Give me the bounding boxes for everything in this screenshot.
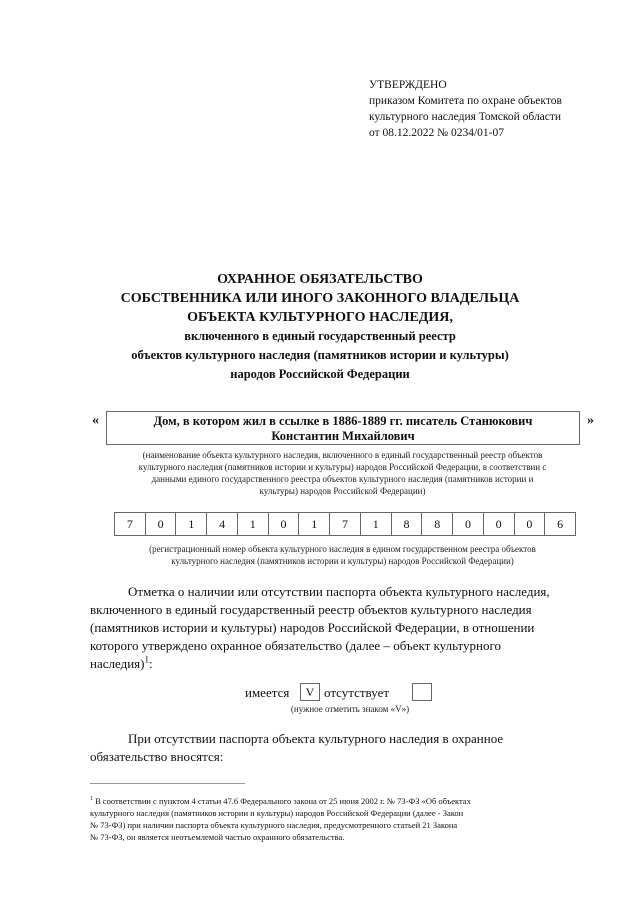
title-line: объектов культурного наследия (памятников истории и культуры) xyxy=(131,348,509,362)
reg-digit: 0 xyxy=(484,512,515,536)
reg-digit: 7 xyxy=(330,512,361,536)
footnote-mark: 1 xyxy=(90,796,93,803)
reg-digit: 8 xyxy=(422,512,453,536)
object-name-line: Константин Михайлович xyxy=(271,429,415,443)
title-line: включенного в единый государственный реестр xyxy=(184,329,456,343)
absent-passport-checkbox[interactable] xyxy=(412,683,432,701)
reg-digit: 1 xyxy=(361,512,392,536)
title-line: ОХРАННОЕ ОБЯЗАТЕЛЬСТВО xyxy=(217,272,423,287)
approval-heading: УТВЕРЖДЕНО xyxy=(369,79,447,91)
object-name-box xyxy=(106,411,580,445)
document-title xyxy=(70,270,570,384)
reg-digit: 1 xyxy=(238,512,269,536)
approval-line: приказом Комитета по охране объектов xyxy=(369,95,562,107)
footnote-ref[interactable]: 1 xyxy=(144,654,150,665)
reg-digit: 0 xyxy=(515,512,546,536)
reg-digit: 8 xyxy=(392,512,423,536)
footnote-separator xyxy=(90,783,245,784)
title-line: ОБЪЕКТА КУЛЬТУРНОГО НАСЛЕДИЯ, xyxy=(187,310,453,325)
approval-date-number: от 08.12.2022 № 0234/01-07 xyxy=(369,127,504,139)
approval-line: культурного наследия Томской области xyxy=(369,111,562,123)
absent-passport-label: отсутствует xyxy=(324,685,390,700)
reg-digit: 0 xyxy=(453,512,484,536)
reg-digit: 7 xyxy=(114,512,146,536)
object-name-line: Дом, в котором жил в ссылке в 1886-1889 гг. писатель Станюкович xyxy=(153,414,533,428)
close-quote: » xyxy=(587,413,594,428)
reg-digit: 1 xyxy=(176,512,207,536)
footnote: $^1$ В соответствии с пунктом 4 статьи 47.6 Федерального закона от 25 июня 2002 г. № 73-ФЗ «Об объектах культурного наследия (памятников истории и культуры) народов Российской Федерации (далее - Закон № 73-ФЗ) при наличии паспорта объекта культурного наследия, предусмотренного статьей 21 Закона № 73-ФЗ, он является неотъемлемой частью охранного обязательства. xyxy=(90,796,471,842)
registration-number xyxy=(114,512,576,536)
reg-digit: 6 xyxy=(545,512,576,536)
open-quote: « xyxy=(92,413,99,428)
reg-digit: 0 xyxy=(146,512,177,536)
absence-paragraph: При отсутствии паспорта объекта культурного наследия в охранное обязательство вносятся: xyxy=(90,731,504,764)
reg-digit: 0 xyxy=(269,512,300,536)
approval-block xyxy=(369,77,609,141)
title-line: СОБСТВЕННИКА ИЛИ ИНОГО ЗАКОННОГО ВЛАДЕЛЬЦА xyxy=(120,291,520,306)
has-passport-checkbox[interactable]: V xyxy=(300,683,320,701)
reg-digit: 1 xyxy=(299,512,330,536)
reg-digit: 4 xyxy=(207,512,238,536)
title-line: народов Российской Федерации xyxy=(230,367,410,381)
object-name-caption: (наименование объекта культурного наследия, включенного в единый государственный реестр объектов культурного наследия (памятников истории и культуры) народов Российской Федерации, в соответствии с данными единого государственного реестра объектов культурного наследия (памятников истории и культуры) народов Российской Федерации) xyxy=(138,450,547,496)
has-passport-label: имеется xyxy=(245,685,290,700)
passport-paragraph: Отметка о наличии или отсутствии паспорта объекта культурного наследия, включенного в единый государственный реестр объектов культурного наследия (памятников истории и культуры) народов Российской Федерации, в отношении которого утверждено охранное обязательство (далее – объект культурного наследия)$^1$: xyxy=(90,584,550,671)
checkbox-hint: (нужное отметить знаком «V») xyxy=(290,704,410,714)
registration-caption: (регистрационный номер объекта культурного наследия в едином государственном реестра объектов культурного наследия (памятников истории и культуры) народов Российской Федерации) xyxy=(149,544,536,566)
